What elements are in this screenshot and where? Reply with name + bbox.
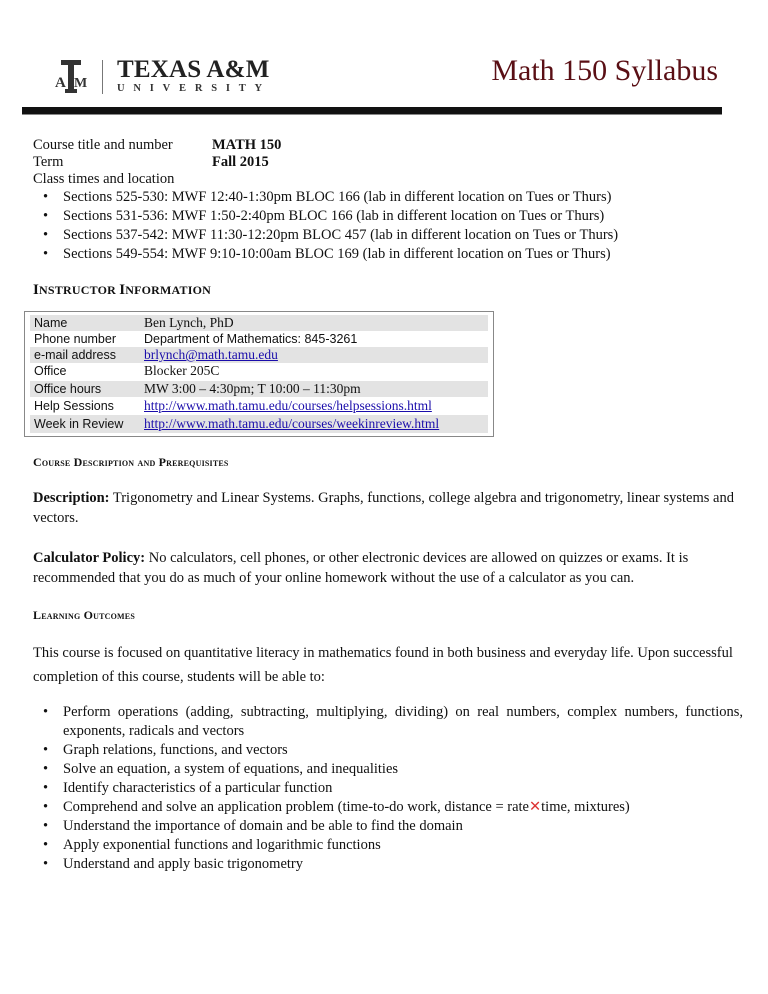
course-title-row: [33, 137, 743, 154]
list-item: • Sections 549-554: MWF 9:10-10:00am BLOC 169 (lab in different location on Tues or Thurs): [33, 245, 743, 264]
table-row: [30, 347, 488, 363]
description-label: Description:: [33, 490, 110, 506]
logo-name: TEXAS A&M: [117, 56, 270, 83]
list-item: • Identify characteristics of a particular function: [33, 779, 743, 798]
table-row: [30, 315, 488, 331]
list-item: • Comprehend and solve an application problem (time-to-do work, distance = rate✕time, mixtures): [33, 798, 743, 817]
row-label: Phone number: [34, 332, 117, 346]
syllabus-body: [33, 137, 743, 874]
header-rule: [22, 107, 722, 115]
list-item: • Graph relations, functions, and vectors: [33, 741, 743, 760]
svg-text:M: M: [74, 76, 88, 91]
list-item: • Apply exponential functions and logarithmic functions: [33, 836, 743, 855]
list-item: • Perform operations (adding, subtracting, multiplying, dividing) on real numbers, complex numbers, functions, exponents, radicals and vectors: [33, 703, 743, 741]
description-heading: Course Description and Prerequisites: [33, 455, 229, 469]
term-label: Term: [33, 154, 64, 170]
list-item: • Sections 531-536: MWF 1:50-2:40pm BLOC 166 (lab in different location on Tues or Thurs): [33, 207, 743, 226]
term-row: [33, 154, 743, 171]
instructor-heading: INSTRUCTOR INFORMATION: [33, 282, 212, 298]
calculator-policy-label: Calculator Policy:: [33, 550, 146, 566]
email-link[interactable]: brlynch@math.tamu.edu: [144, 347, 278, 362]
description-paragraph: [33, 488, 743, 528]
instructor-name: Ben Lynch, PhD: [144, 315, 234, 330]
row-label: Office: [34, 364, 67, 378]
help-sessions-link[interactable]: http://www.math.tamu.edu/courses/helpsessions.html: [144, 398, 432, 413]
table-row: [30, 415, 488, 433]
class-times-label: Class times and location: [33, 171, 175, 187]
list-item: • Sections 525-530: MWF 12:40-1:30pm BLOC 166 (lab in different location on Tues or Thurs): [33, 188, 743, 207]
table-row: [30, 363, 488, 379]
term-value: Fall 2015: [212, 154, 269, 170]
office-hours-value: MW 3:00 – 4:30pm; T 10:00 – 11:30pm: [144, 381, 361, 396]
learning-outcomes-heading: Learning Outcomes: [33, 608, 135, 622]
week-in-review-link[interactable]: http://www.math.tamu.edu/courses/weekinreview.html: [144, 416, 440, 431]
course-title-label: Course title and number: [33, 137, 173, 153]
list-item: • Solve an equation, a system of equations, and inequalities: [33, 760, 743, 779]
atm-monogram-icon: [52, 58, 90, 96]
row-label: Name: [34, 316, 68, 330]
list-item: • Sections 537-542: MWF 11:30-12:20pm BLOC 457 (lab in different location on Tues or Thurs): [33, 226, 743, 245]
svg-text:A: A: [55, 75, 66, 91]
tamu-logo: [52, 58, 271, 96]
outcomes-intro: This course is focused on quantitative literacy in mathematics found in both business and everyday life. Upon successful completion of this course, students will be able to:: [33, 645, 733, 685]
row-label: Week in Review: [34, 417, 124, 431]
list-item: • Understand and apply basic trigonometry: [33, 855, 743, 874]
times-symbol-icon: ✕: [529, 799, 542, 815]
instructor-table: [24, 311, 494, 437]
outcomes-list: [33, 703, 743, 874]
sections-list: [33, 188, 743, 264]
list-item: • Understand the importance of domain and be able to find the domain: [33, 817, 743, 836]
row-label: e-mail address: [34, 348, 116, 362]
logo-divider: [102, 60, 103, 94]
table-row: [30, 381, 488, 397]
row-label: Office hours: [34, 382, 102, 396]
table-row: [30, 397, 488, 415]
row-label: Help Sessions: [34, 399, 114, 413]
logo-subname: UNIVERSITY: [117, 83, 271, 94]
calculator-policy-text: No calculators, cell phones, or other electronic devices are allowed on quizzes or exams. It is recommended that you do as much of your online homework without the use of a calculator as you can.: [33, 550, 689, 586]
calculator-policy-paragraph: [33, 548, 743, 588]
page-title: Math 150 Syllabus: [491, 54, 718, 87]
course-title-value: MATH 150: [212, 137, 282, 153]
phone-value: Department of Mathematics: 845-3261: [144, 332, 358, 346]
description-text: Trigonometry and Linear Systems. Graphs, functions, college algebra and trigonometry, linear systems and vectors.: [33, 490, 734, 526]
office-value: Blocker 205C: [144, 363, 220, 378]
page-header: [0, 0, 768, 120]
table-row: [30, 331, 488, 347]
